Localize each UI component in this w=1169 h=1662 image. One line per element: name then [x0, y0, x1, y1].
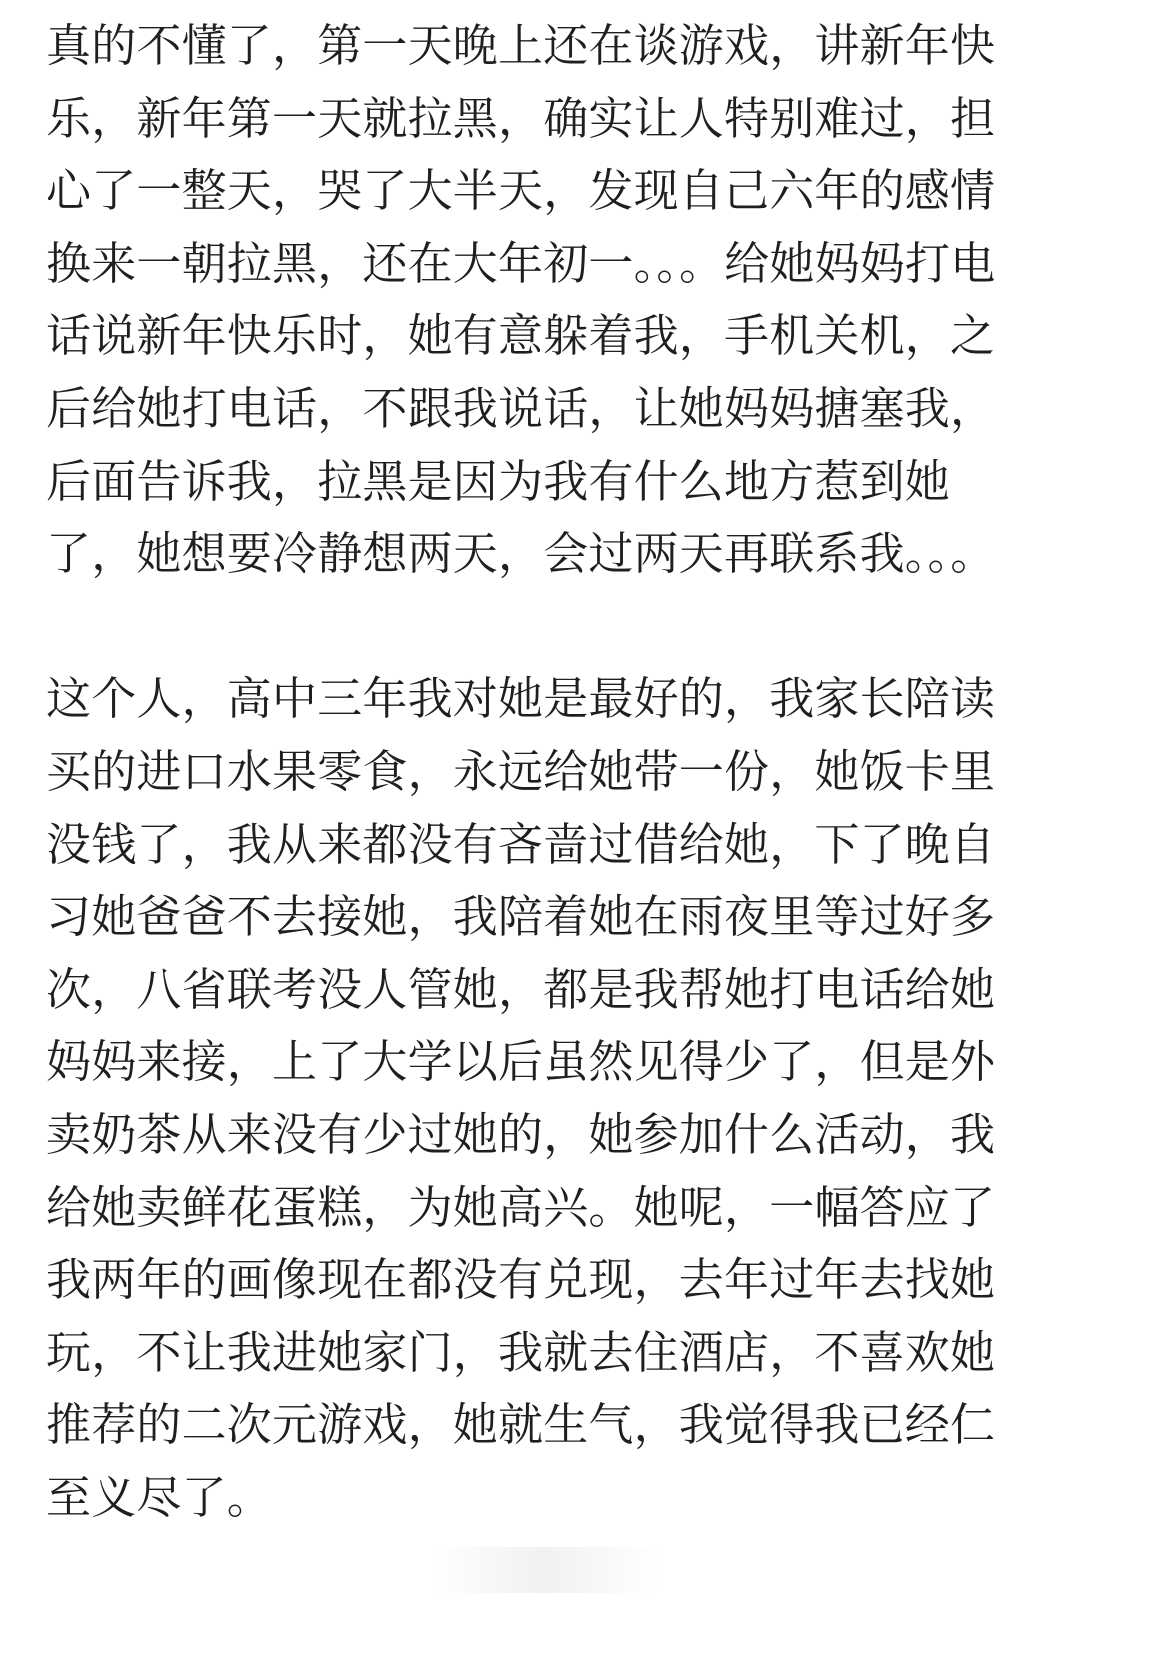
- faded-watermark: [430, 1547, 660, 1593]
- text-line: 次，八省联考没人管她，都是我帮她打电话给她: [46, 962, 996, 1016]
- text-line: 妈妈来接，上了大学以后虽然见得少了，但是外: [46, 1035, 996, 1089]
- text-line: 买的进口水果零食，永远给她带一份，她饭卡里: [46, 744, 996, 798]
- text-line: 真的不懂了，第一天晚上还在谈游戏，讲新年快: [46, 19, 996, 72]
- text-line: 这个人，高中三年我对她是最好的，我家长陪读: [46, 672, 996, 726]
- paragraph-1: [46, 10, 1046, 591]
- text-line: 心了一整天，哭了大半天，发现自己六年的感情: [46, 164, 996, 218]
- paragraph-spacer: [46, 591, 1046, 664]
- text-line: 乐，新年第一天就拉黑，确实让人特别难过，担: [46, 91, 996, 145]
- text-line: 玩，不让我进她家门，我就去住酒店，不喜欢她: [46, 1325, 996, 1379]
- text-line: 我两年的画像现在都没有兑现，去年过年去找她: [46, 1253, 996, 1307]
- text-line: 习她爸爸不去接她，我陪着她在雨夜里等过好多: [46, 890, 996, 944]
- paragraph-2: [46, 663, 1046, 1534]
- text-line: 没钱了，我从来都没有吝啬过借给她，下了晚自: [46, 817, 996, 871]
- text-line: 推荐的二次元游戏，她就生气，我觉得我已经仁: [46, 1398, 996, 1452]
- text-line: 至义尽了。: [46, 1470, 273, 1524]
- text-line: 话说新年快乐时，她有意躲着我，手机关机，之: [46, 309, 996, 363]
- text-line: 后面告诉我，拉黑是因为我有什么地方惹到她: [46, 454, 951, 508]
- text-line: 卖奶茶从来没有少过她的，她参加什么活动，我: [46, 1107, 996, 1161]
- text-line: 给她卖鲜花蛋糕，为她高兴。她呢，一幅答应了: [46, 1180, 996, 1234]
- text-line: 了，她想要冷静想两天，会过两天再联系我。。。: [46, 527, 996, 581]
- text-line: 换来一朝拉黑，还在大年初一。。。给她妈妈打电: [46, 236, 996, 290]
- text-line: 后给她打电话，不跟我说话，让她妈妈搪塞我，: [46, 381, 996, 435]
- post-body: [46, 10, 1046, 1534]
